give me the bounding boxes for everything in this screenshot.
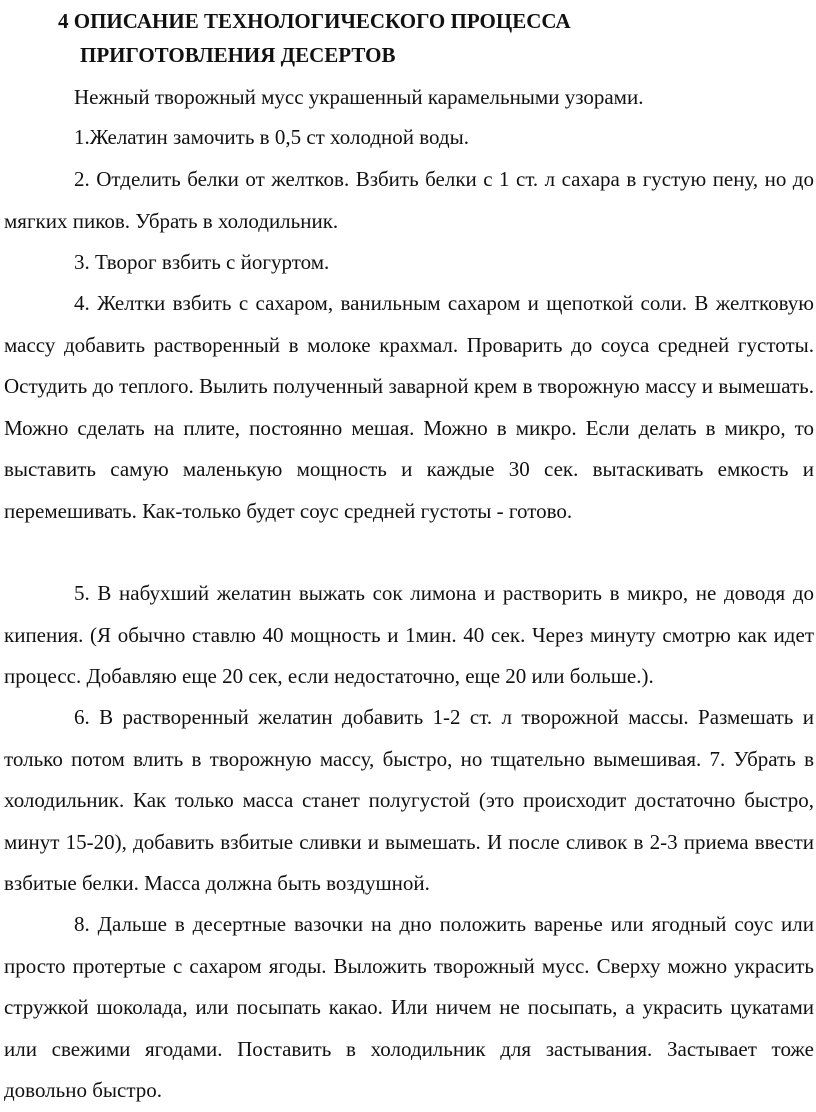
paragraph-step-3: 3. Творог взбить с йогуртом.: [74, 250, 330, 274]
section-title-line-1: 4 ОПИСАНИЕ ТЕХНОЛОГИЧЕСКОГО ПРОЦЕССА: [58, 9, 571, 33]
paragraph-step-4: 4. Желтки взбить с сахаром, ванильным сахаром и щепоткой соли. В желтковую массу добавить растворенный в молоке крахмал. Проварить до соуса средней густоты. Остудить до теплого. Вылить полученный заварной крем в творожную массу и вымешать. Можно сделать на плите, постоянно мешая. Можно в микро. Если делать в микро, то выставить самую маленькую мощность и каждые 30 сек. вытаскивать емкость и перемешивать. Как-только будет соус средней густоты - готово.: [4, 291, 814, 523]
paragraph-step-2: 2. Отделить белки от желтков. Взбить белки с 1 ст. л сахара в густую пену, но до мягких пиков. Убрать в холодильник.: [4, 167, 814, 233]
paragraph-step-6-7: 6. В растворенный желатин добавить 1-2 ст. л творожной массы. Размешать и только потом влить в творожную массу, быстро, но тщательно вымешивая. 7. Убрать в холодильник. Как только масса станет полугустой (это происходит достаточно быстро, минут 15-20), добавить взбитые сливки и вымешать. И после сливок в 2-3 приема ввести взбитые белки. Масса должна быть воздушной.: [4, 705, 814, 895]
paragraph-step-1: 1.Желатин замочить в 0,5 ст холодной воды.: [74, 125, 469, 149]
paragraph-step-8: 8. Дальше в десертные вазочки на дно положить варенье или ягодный соус или просто протертые с сахаром ягоды. Выложить творожный мусс. Сверху можно украсить стружкой шоколада, или посыпать какао. Или ничем не посыпать, а украсить цукатами или свежими ягодами. Поставить в холодильник для застывания. Застывает тоже довольно быстро.: [4, 912, 814, 1102]
paragraph-step-5: 5. В набухший желатин выжать сок лимона и растворить в микро, не доводя до кипения. (Я обычно ставлю 40 мощность и 1мин. 40 сек. Через минуту смотрю как идет процесс. Добавляю еще 20 сек, если недостаточно, еще 20 или больше.).: [4, 581, 814, 688]
section-title-line-2: ПРИГОТОВЛЕНИЯ ДЕСЕРТОВ: [80, 43, 396, 67]
paragraph-intro: Нежный творожный мусс украшенный карамельными узорами.: [74, 85, 644, 109]
